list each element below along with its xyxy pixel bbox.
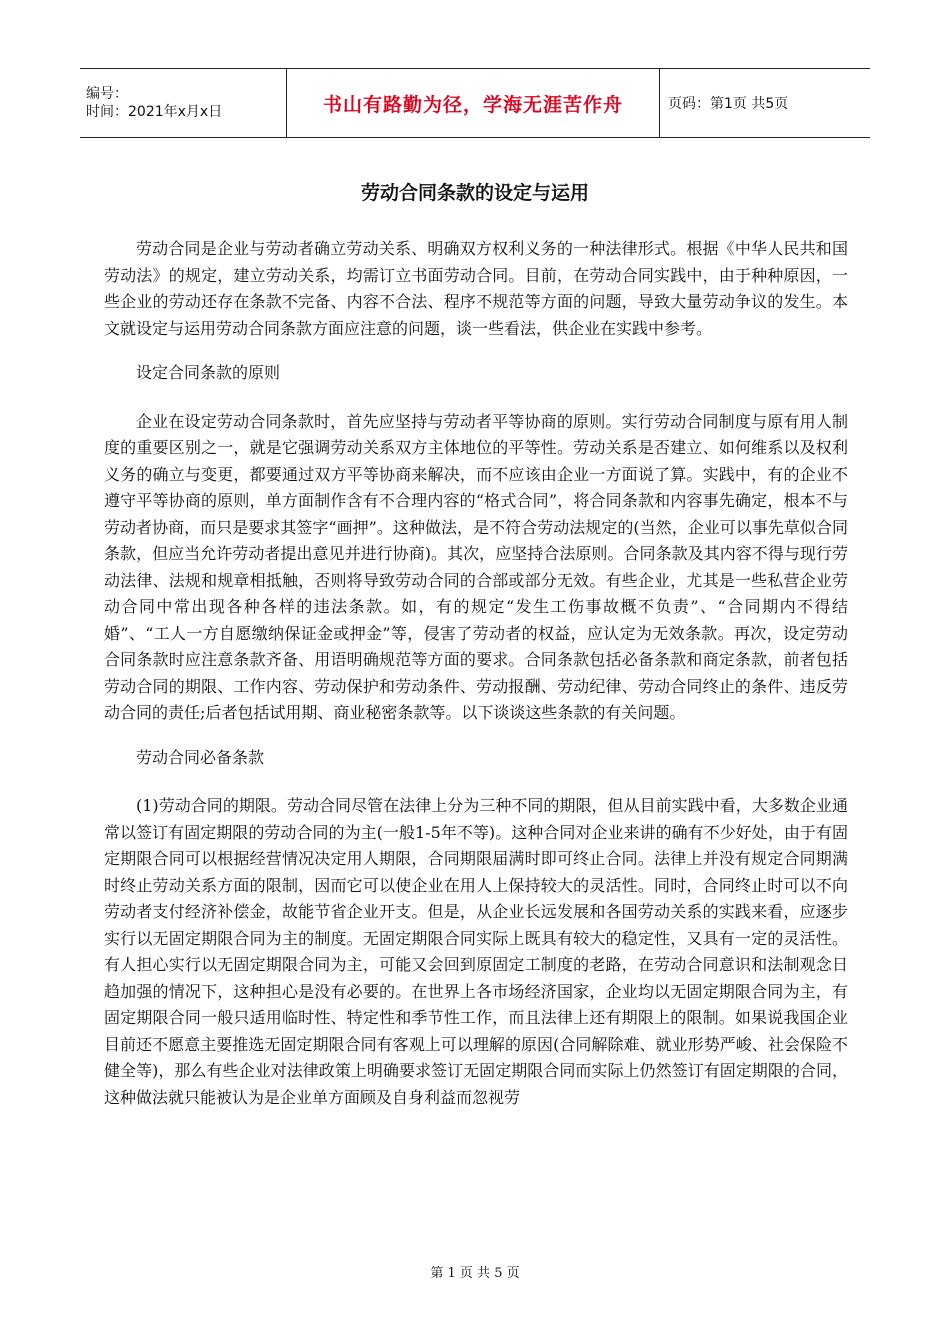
header-table (80, 68, 870, 138)
document-title: 劳动合同条款的设定与运用 (360, 182, 589, 204)
header-page-cell (660, 69, 870, 137)
number-label: 编号： (86, 86, 128, 102)
header-meta (80, 69, 287, 137)
page-info: 页码：第1页 共5页 (668, 96, 789, 112)
paragraph-intro: 劳动合同是企业与劳动者确立劳动关系、明确双方权利义务的一种法律形式。根据《中华人民共和国劳动法》的规定，建立劳动关系，均需订立书面劳动合同。目前，在劳动合同实践中，由于种种原因，一些企业的劳动还存在条款不完备、内容不合法、程序不规范等方面的问题，导致大量劳动争议的发生。本文就设定与运用劳动合同条款方面应注意的问题，谈一些看法，供企业在实践中参考。 (104, 239, 848, 338)
document-body (104, 236, 848, 1129)
time-label: 时间：2021年x月x日 (86, 104, 223, 120)
paragraph-term: (1)劳动合同的期限。劳动合同尽管在法律上分为三种不同的期限，但从目前实践中看，大多数企业通常以签订有固定期限的劳动合同的为主(一般1-5年不等)。这种合同对企业来讲的确有不少好处，由于有固定期限合同可以根据经营情况决定用人期限，合同期限届满时即可终止合同。法律上并没有规定合同期满时终止劳动关系方面的限制，因而它可以使企业在用人上保持较大的灵活性。同时，合同终止时可以不向劳动者支付经济补偿金，故能节省企业开支。但是，从企业长远发展和各国劳动关系的实践来看，应逐步实行以无固定期限合同为主的制度。无固定期限合同实际上既具有较大的稳定性，又具有一定的灵活性。有人担心实行以无固定期限合同为主，可能又会回到原固定工制度的老路，在劳动合同意识和法制观念日趋加强的情况下，这种担心是没有必要的。在世界上各市场经济国家，企业均以无固定期限合同为主，有固定期限合同一般只适用临时性、特定性和季节性工作，而且法律上还有期限上的限制。如果说我国企业目前还不愿意主要推选无固定期限合同有客观上可以理解的原因(合同解除难、就业形势严峻、社会保险不健全等)，那么有些企业对法律政策上明确要求签订无固定期限合同而实际上仍然签订有固定期限的合同，这种做法就只能被认为是企业单方面顾及自身利益而忽视劳 (104, 796, 848, 1107)
page-footer: 第 1 页 共 5 页 (430, 1266, 520, 1281)
header-motto-cell (287, 69, 660, 137)
paragraph-principles: 企业在设定劳动合同条款时，首先应坚持与劳动者平等协商的原则。实行劳动合同制度与原有用人制度的重要区别之一，就是它强调劳动关系双方主体地位的平等性。劳动关系是否建立、如何维系以及权利义务的确立与变更，都要通过双方平等协商来解决，而不应该由企业一方面说了算。实践中，有的企业不遵守平等协商的原则，单方面制作含有不合理内容的“格式合同”，将合同条款和内容事先确定，根本不与劳动者协商，而只是要求其签字“画押”。这种做法，是不符合劳动法规定的(当然，企业可以事先草似合同条款，但应当允许劳动者提出意见并进行协商)。其次，应坚持合法原则。合同条款及其内容不得与现行劳动法律、法规和规章相抵触，否则将导致劳动合同的合部或部分无效。有些企业，尤其是一些私营企业劳动合同中常出现各种各样的违法条款。如，有的规定“发生工伤事故概不负责”、“合同期内不得结婚”、“工人一方自愿缴纳保证金或押金”等，侵害了劳动者的权益，应认定为无效条款。再次，设定劳动合同条款时应注意条款齐备、用语明确规范等方面的要求。合同条款包括必备条款和商定条款，前者包括劳动合同的期限、工作内容、劳动保护和劳动条件、劳动报酬、劳动纪律、劳动合同终止的条件、违反劳动合同的责任;后者包括试用期、商业秘密条款等。以下谈谈这些条款的有关问题。 (104, 411, 848, 722)
section-heading-principles: 设定合同条款的原则 (136, 363, 281, 382)
section-heading-mandatory: 劳动合同必备条款 (136, 747, 265, 767)
motto: 书山有路勤为径，学海无涯苦作舟 (322, 93, 623, 116)
